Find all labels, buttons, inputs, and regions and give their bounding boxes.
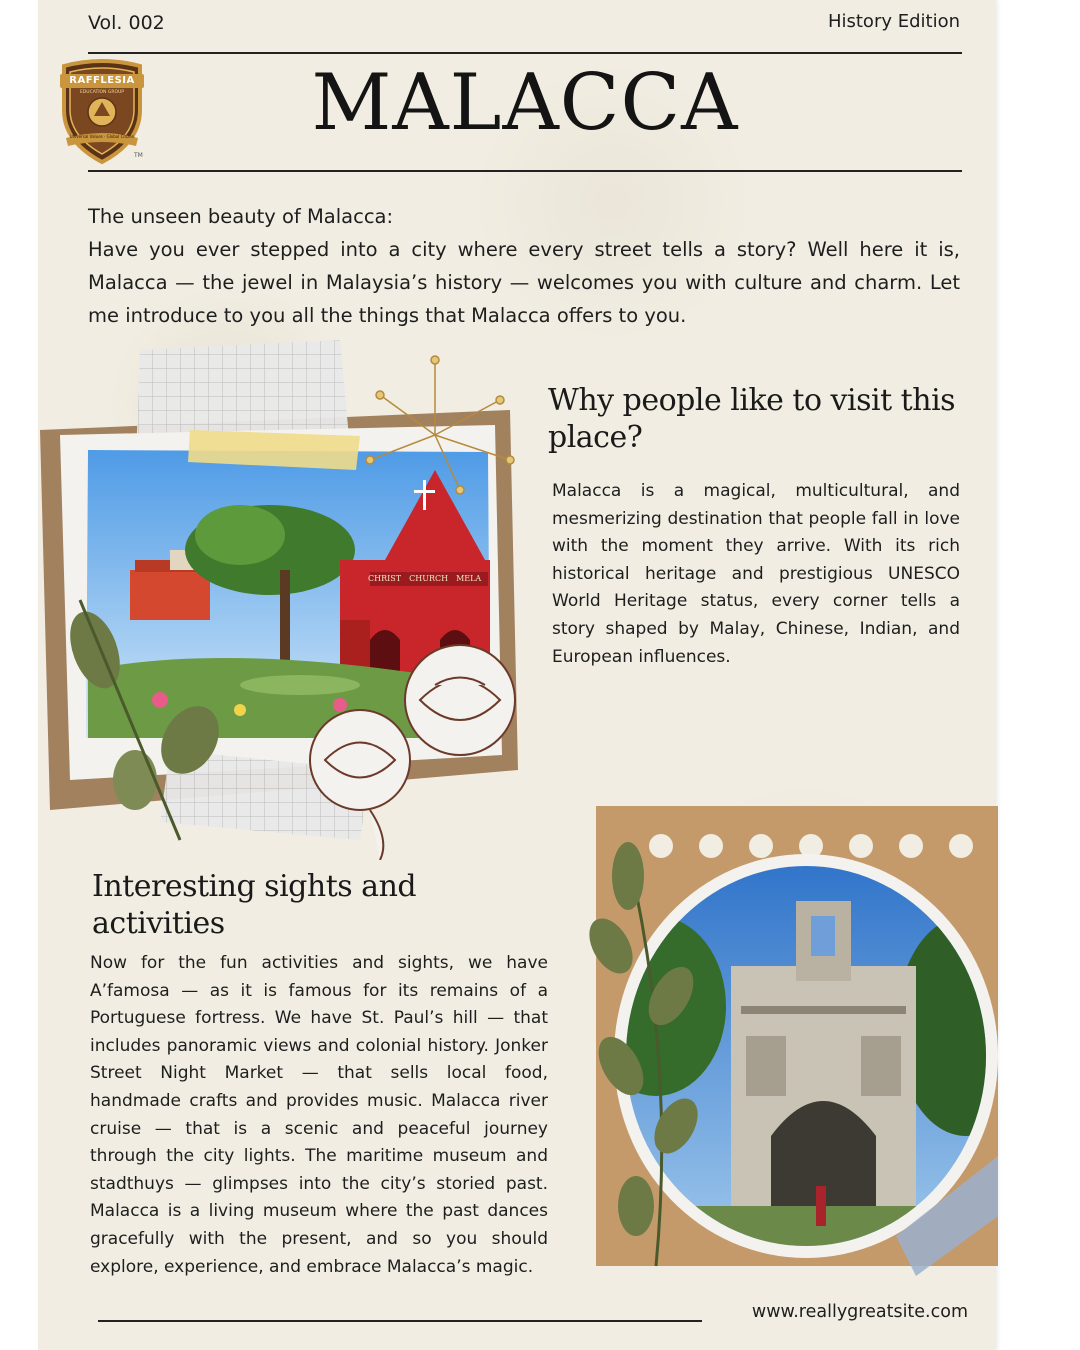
edition-label: History Edition	[827, 11, 960, 32]
church-collage-art	[40, 340, 530, 860]
afamosa-collage-art	[566, 806, 998, 1276]
why-heading: Why people like to visit this place?	[548, 383, 956, 455]
logo-trademark: TM	[134, 152, 143, 159]
logo-subtitle: EDUCATION GROUP	[79, 90, 125, 95]
header-bottom-rule	[88, 170, 962, 172]
sights-heading: Interesting sights and activities	[92, 869, 417, 941]
why-text: Malacca is a magical, multicultural, and mesmerizing destination that people fall in love with the moment they arrive. With its rich historical heritage and prestigious UNESCO World Heritage status, every corner tells a story shaped by Malay, Chinese, Indian, and European influences.	[552, 481, 960, 667]
church-sign	[368, 574, 492, 583]
logo-tagline: Universal Values · Global Citizen	[69, 134, 135, 139]
footer-rule	[98, 1320, 702, 1322]
header-top-rule	[88, 52, 962, 54]
church-sign-word: CHURCH	[409, 574, 449, 583]
intro-text: Have you ever stepped into a city where every street tells a story? Well here it is, Malacca — the jewel in Malaysia’s history — welcomes you with culture and charm. Let me introduce to you all the things that Malacca offers to you.	[88, 238, 960, 327]
intro-block	[88, 200, 960, 332]
church-sign-word: MELA	[456, 574, 482, 583]
afamosa-collage	[566, 806, 998, 1276]
page-title: MALACCA	[311, 58, 739, 148]
church-collage	[40, 340, 530, 860]
church-sign-word: CHRIST	[368, 574, 402, 583]
logo-name: RAFFLESIA	[69, 75, 135, 86]
rafflesia-logo	[56, 58, 148, 166]
volume-label: Vol. 002	[88, 12, 165, 34]
sights-text: Now for the fun activities and sights, we have A’famosa — as it is famous for its remains of a Portuguese fortress. We have St. Paul’s hill — that includes panoramic views and colonial history. Jonker Street Night Market — that sells local food, handmade crafts and provides music. Malacca river cruise — that is a scenic and peaceful journey through the city lights. The maritime museum and stadthuys — glimpses into the city’s storied past. Malacca is a living museum where the past dances gracefully with the present, and so you should explore, experience, and embrace Malacca’s magic.	[90, 953, 548, 1277]
footer-url: www.reallygreatsite.com	[751, 1302, 968, 1322]
intro-heading: The unseen beauty of Malacca:	[88, 205, 394, 228]
